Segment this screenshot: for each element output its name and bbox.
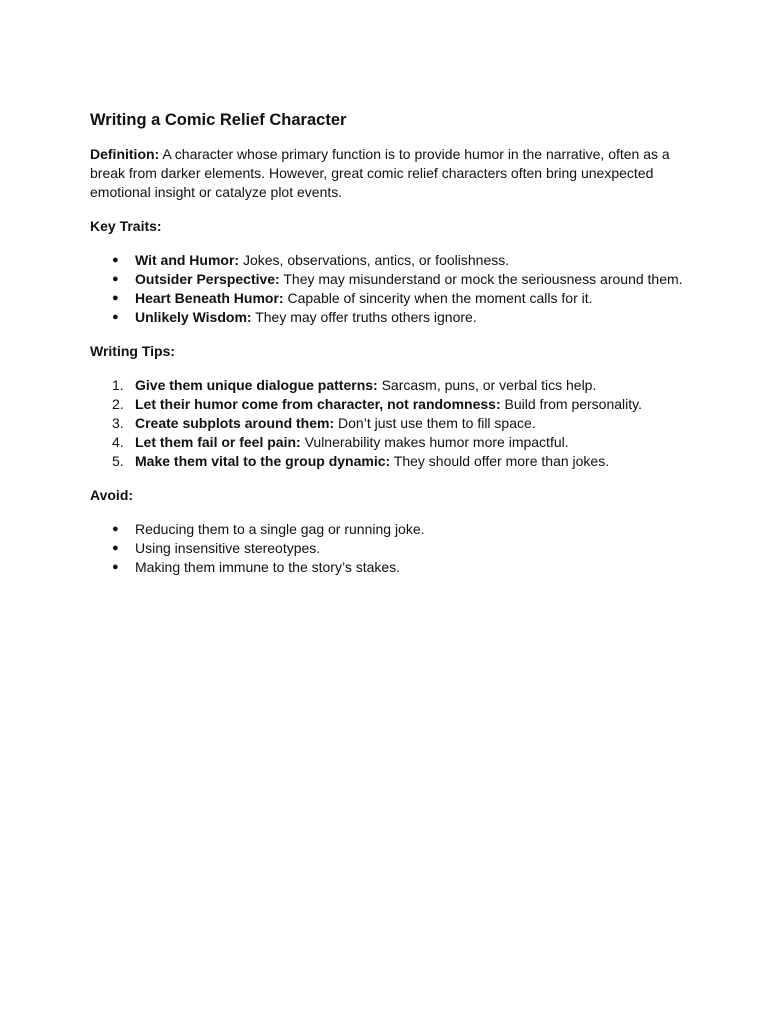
avoid-heading: Avoid: xyxy=(90,487,134,503)
definition-text: A character whose primary function is to provide humor in the narrative, often as a break from darker elements. However, great comic relief characters often bring unexpected emotional insight or catalyze plot events. xyxy=(90,146,670,200)
definition-paragraph xyxy=(90,145,690,202)
bullet-icon: ● xyxy=(112,254,119,266)
tip-text: Sarcasm, puns, or verbal tics help. xyxy=(377,377,597,393)
trait-label: Outsider Perspective: xyxy=(135,271,280,287)
list-item xyxy=(90,308,690,327)
list-item xyxy=(90,376,690,395)
tip-label: Let them fail or feel pain: xyxy=(135,434,301,450)
avoid-list xyxy=(90,520,690,577)
document-page xyxy=(90,109,690,577)
tip-label: Create subplots around them: xyxy=(135,415,335,431)
avoid-text: Making them immune to the story’s stakes. xyxy=(135,559,401,575)
trait-text: Jokes, observations, antics, or foolishness. xyxy=(239,252,510,268)
list-number: 1. xyxy=(112,377,124,393)
trait-text: Capable of sincerity when the moment calls for it. xyxy=(283,290,593,306)
trait-label: Unlikely Wisdom: xyxy=(135,309,252,325)
key-traits-heading: Key Traits: xyxy=(90,218,162,234)
tip-text: Don’t just use them to fill space. xyxy=(334,415,536,431)
tip-text: Vulnerability makes humor more impactful. xyxy=(300,434,569,450)
document-title: Writing a Comic Relief Character xyxy=(90,111,347,129)
bullet-icon: ● xyxy=(112,292,119,304)
avoid-text: Reducing them to a single gag or running joke. xyxy=(135,521,425,537)
list-number: 5. xyxy=(112,453,124,469)
tip-label: Give them unique dialogue patterns: xyxy=(135,377,378,393)
bullet-icon: ● xyxy=(112,311,119,323)
avoid-text: Using insensitive stereotypes. xyxy=(135,540,321,556)
bullet-icon: ● xyxy=(112,523,119,535)
list-number: 2. xyxy=(112,396,124,412)
trait-text: They may misunderstand or mock the seriousness around them. xyxy=(279,271,683,287)
list-item xyxy=(90,539,690,558)
list-item xyxy=(90,251,690,270)
tip-text: Build from personality. xyxy=(500,396,642,412)
tip-text: They should offer more than jokes. xyxy=(390,453,610,469)
bullet-icon: ● xyxy=(112,542,119,554)
list-item xyxy=(90,289,690,308)
writing-tips-heading: Writing Tips: xyxy=(90,343,176,359)
writing-tips-list xyxy=(90,376,690,471)
tip-label: Let their humor come from character, not randomness: xyxy=(135,396,501,412)
list-item xyxy=(90,433,690,452)
list-item xyxy=(90,558,690,577)
list-item xyxy=(90,520,690,539)
list-item xyxy=(90,452,690,471)
list-number: 3. xyxy=(112,415,124,431)
bullet-icon: ● xyxy=(112,273,119,285)
list-number: 4. xyxy=(112,434,124,450)
tip-label: Make them vital to the group dynamic: xyxy=(135,453,391,469)
bullet-icon: ● xyxy=(112,561,119,573)
list-item xyxy=(90,270,690,289)
list-item xyxy=(90,395,690,414)
list-item xyxy=(90,414,690,433)
definition-label: Definition: xyxy=(90,146,160,162)
trait-label: Wit and Humor: xyxy=(135,252,240,268)
trait-label: Heart Beneath Humor: xyxy=(135,290,284,306)
trait-text: They may offer truths others ignore. xyxy=(251,309,477,325)
key-traits-list xyxy=(90,251,690,327)
